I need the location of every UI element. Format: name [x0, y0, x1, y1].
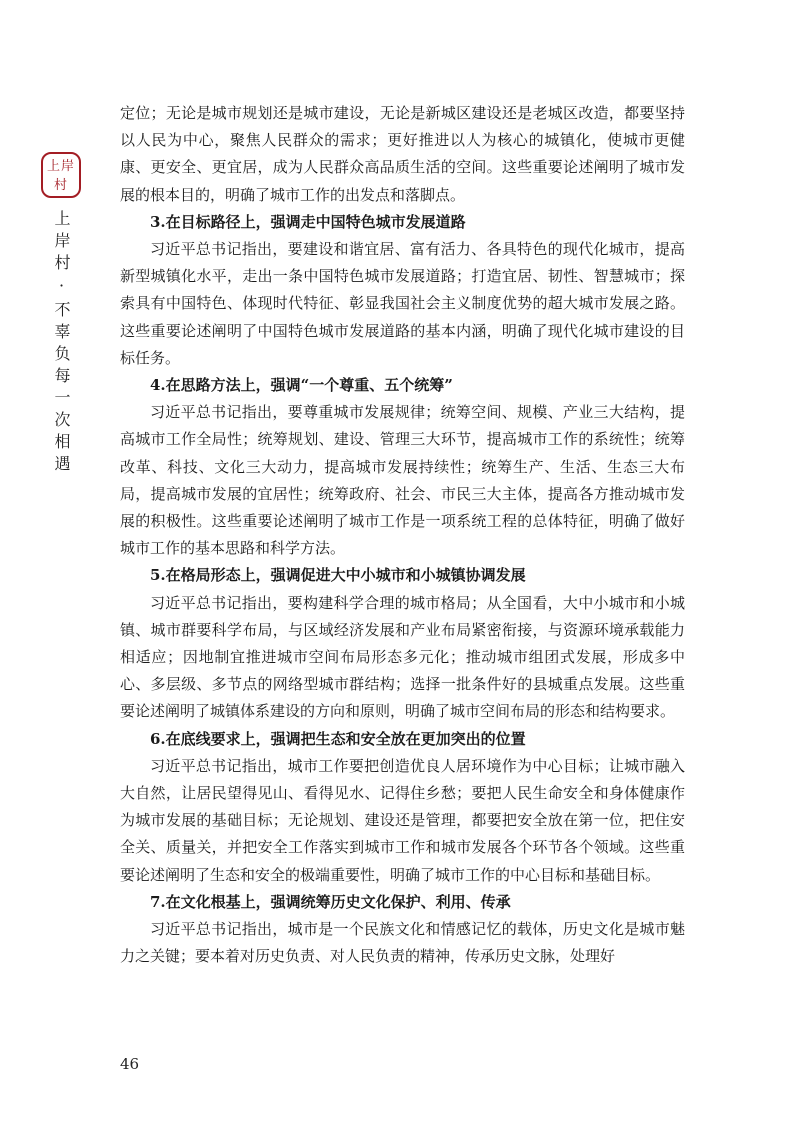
section-heading: 7.在文化根基上，强调统筹历史文化保护、利用、传承 [150, 892, 511, 911]
section-paragraph: 习近平总书记指出，要尊重城市发展规律；统筹空间、规模、产业三大结构，提高城市工作全局性；统筹规划、建设、管理三大环节，提高城市工作的系统性；统筹改革、科技、文化三大动力，提高城市发展持续性；统筹生产、生活、生态三大布局，提高城市发展的宜居性；统筹政府、社会、市民三大主体，提高各方推动城市发展的积极性。这些重要论述阐明了城市工作是一项系统工程的总体特征，明确了做好城市工作的基本思路和科学方法。 [120, 403, 685, 558]
page-number: 46 [120, 1055, 140, 1073]
section-heading: 5.在格局形态上，强调促进大中小城市和小城镇协调发展 [150, 566, 526, 585]
intro-paragraph: 定位；无论是城市规划还是城市建设，无论是新城区建设还是老城区改造，都要坚持以人民为中心，聚焦人民群众的需求；更好推进以人为核心的城镇化，使城市更健康、更安全、更宜居，成为人民群众高品质生活的空间。这些重要论述阐明了城市发展的根本目的，明确了城市工作的出发点和落脚点。 [120, 104, 685, 204]
section-paragraph: 习近平总书记指出，城市是一个民族文化和情感记忆的载体，历史文化是城市魅力之关键；要本着对历史负责、对人民负责的精神，传承历史文脉，处理好 [120, 920, 685, 966]
logo-stamp-line1: 上岸 [46, 159, 75, 174]
section-heading: 4.在思路方法上，强调“一个尊重、五个统筹” [150, 376, 453, 395]
page-body [120, 100, 685, 971]
section-heading: 3.在目标路径上，强调走中国特色城市发展道路 [150, 212, 466, 231]
section-paragraph: 习近平总书记指出，城市工作要把创造优良人居环境作为中心目标；让城市融入大自然，让居民望得见山、看得见水、记得住乡愁；要把人民生命安全和身体健康作为城市发展的基础目标；无论规划、建设还是管理，都要把安全放在第一位，把住安全关、质量关，并把安全工作落实到城市工作和城市发展各个环节各个领域。这些重要论述阐明了生态和安全的极端重要性，明确了城市工作的中心目标和基础目标。 [120, 756, 685, 884]
section-heading: 6.在底线要求上，强调把生态和安全放在更加突出的位置 [150, 729, 526, 748]
section-paragraph: 习近平总书记指出，要构建科学合理的城市格局；从全国看，大中小城市和小城镇、城市群要科学布局，与区域经济发展和产业布局紧密衔接，与资源环境承载能力相适应；因地制宜推进城市空间布局形态多元化；推动城市组团式发展，形成多中心、多层级、多节点的网络型城市群结构；选择一批条件好的县城重点发展。这些重要论述阐明了城镇体系建设的方向和原则，明确了城市空间布局的形态和结构要求。 [120, 593, 685, 721]
logo-stamp [41, 152, 81, 198]
logo-stamp-line2: 村 [53, 178, 68, 193]
running-title: 上岸村·不辜负每一次相遇 [52, 210, 71, 477]
section-paragraph: 习近平总书记指出，要建设和谐宜居、富有活力、各具特色的现代化城市，提高新型城镇化水平，走出一条中国特色城市发展道路；打造宜居、韧性、智慧城市；探索具有中国特色、体现时代特征、彰显我国社会主义制度优势的超大城市发展之路。这些重要论述阐明了中国特色城市发展道路的基本内涵，明确了现代化城市建设的目标任务。 [120, 240, 685, 367]
